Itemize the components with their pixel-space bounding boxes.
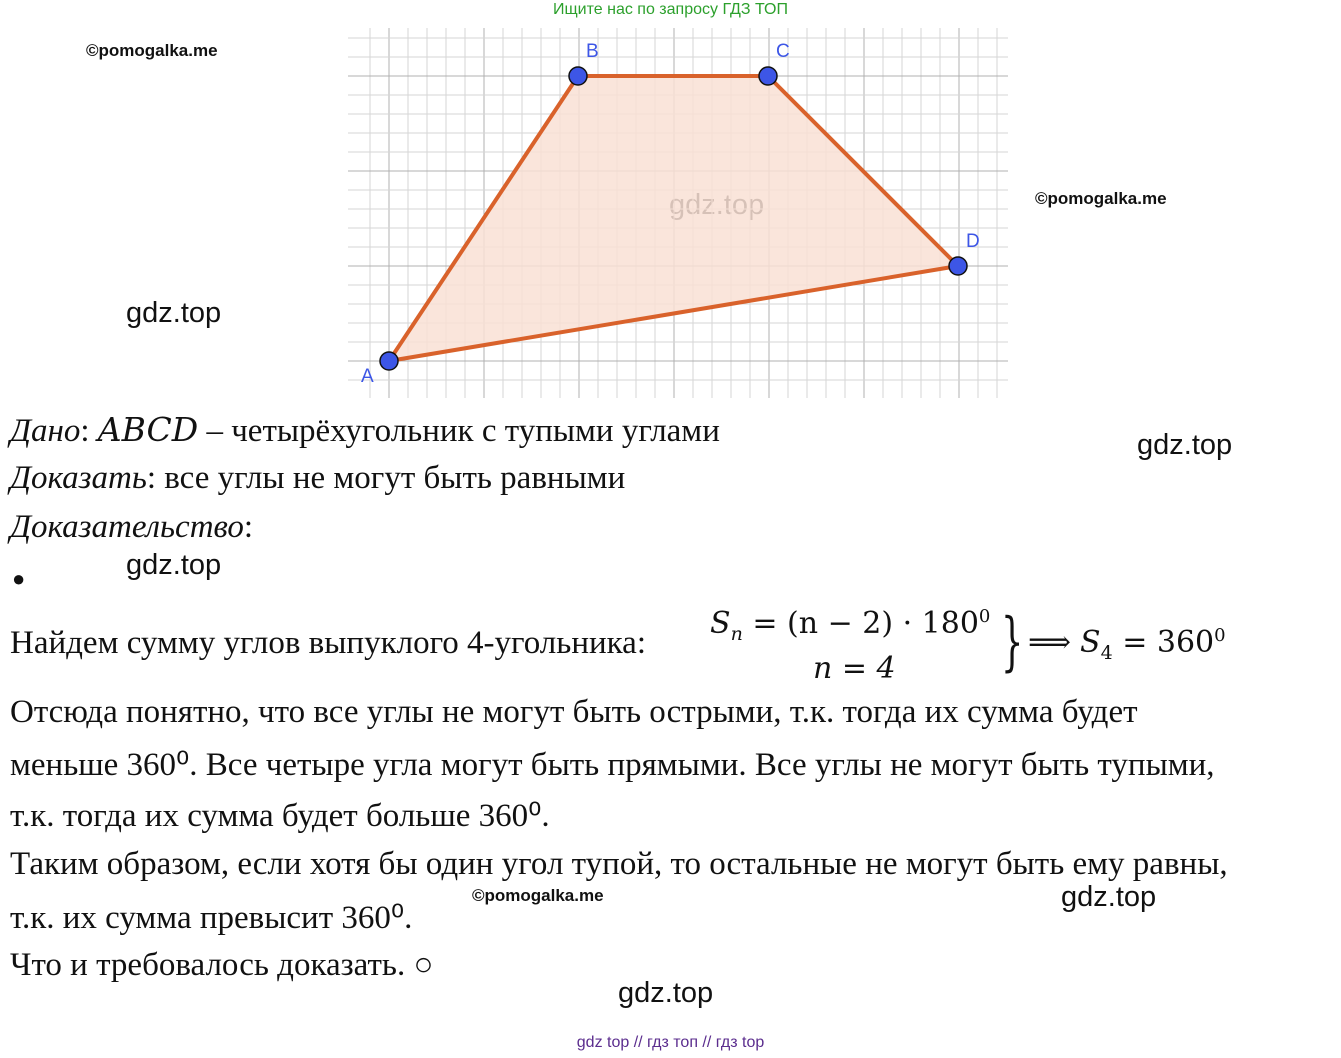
- watermark-pomogalka: ©pomogalka.me: [86, 41, 218, 60]
- point-a: [380, 352, 398, 370]
- implies-arrow: ⟹: [1028, 625, 1072, 660]
- conclusion: Что и требовалось доказать. ○: [10, 947, 434, 983]
- label-b: B: [586, 41, 599, 62]
- proof-label: Доказательство: [10, 509, 244, 545]
- bullet: ●: [12, 566, 26, 591]
- formula-brace: }: [1001, 605, 1024, 679]
- given-rest: – четырёхугольник с тупыми углами: [198, 413, 720, 449]
- prove-rest: : все углы не могут быть равными: [146, 460, 626, 496]
- footer-links[interactable]: gdz top // гдз топ // гдз top: [576, 1034, 765, 1051]
- formula-line-1: $S_n = (n - 2) \cdot 180^0$: [710, 606, 991, 645]
- sum-intro: Найдем сумму углов выпуклого 4-угольника:: [10, 625, 646, 661]
- given-label: Дано: [10, 413, 81, 449]
- watermark-gdz: gdz.top: [1137, 429, 1233, 461]
- watermark-pomogalka: ©pomogalka.me: [1035, 189, 1167, 208]
- given-math: ABCD: [97, 410, 199, 449]
- label-c: C: [776, 41, 790, 62]
- proof-line: [10, 509, 253, 546]
- label-d: D: [966, 231, 980, 252]
- para1-line3: т.к. тогда их сумма будет больше 360⁰.: [10, 798, 550, 834]
- para2-line2: т.к. их сумма превысит 360⁰.: [10, 900, 413, 936]
- search-note: Ищите нас по запросу ГДЗ ТОП: [553, 1, 788, 18]
- label-a: A: [361, 366, 374, 387]
- watermark-gdz: gdz.top: [126, 549, 222, 581]
- colon: :: [243, 509, 254, 545]
- given-line: [10, 410, 720, 450]
- point-d: [949, 257, 967, 275]
- colon: :: [80, 413, 90, 449]
- quadrilateral-figure: [0, 0, 1341, 410]
- para2-line1: Таким образом, если хотя бы один угол тупой, то остальные не могут быть ему равны,: [10, 846, 1228, 882]
- watermark-gdz: gdz.top: [1061, 881, 1157, 913]
- watermark-gdz: gdz.top: [618, 977, 714, 1009]
- formula-line-2: n = 4: [813, 651, 896, 686]
- watermark-gdz: gdz.top: [126, 297, 222, 329]
- para1-line2: меньше 360⁰. Все четыре угла могут быть прямыми. Все углы не могут быть тупыми,: [10, 747, 1215, 783]
- prove-label: Доказать: [10, 460, 147, 496]
- point-b: [569, 67, 587, 85]
- watermark-pomogalka: ©pomogalka.me: [472, 886, 604, 905]
- formula-result: $S_4 = 360^0$: [1080, 625, 1226, 664]
- prove-line: [10, 460, 625, 497]
- point-c: [759, 67, 777, 85]
- para1-line1: Отсюда понятно, что все углы не могут быть острыми, т.к. тогда их сумма будет: [10, 694, 1138, 730]
